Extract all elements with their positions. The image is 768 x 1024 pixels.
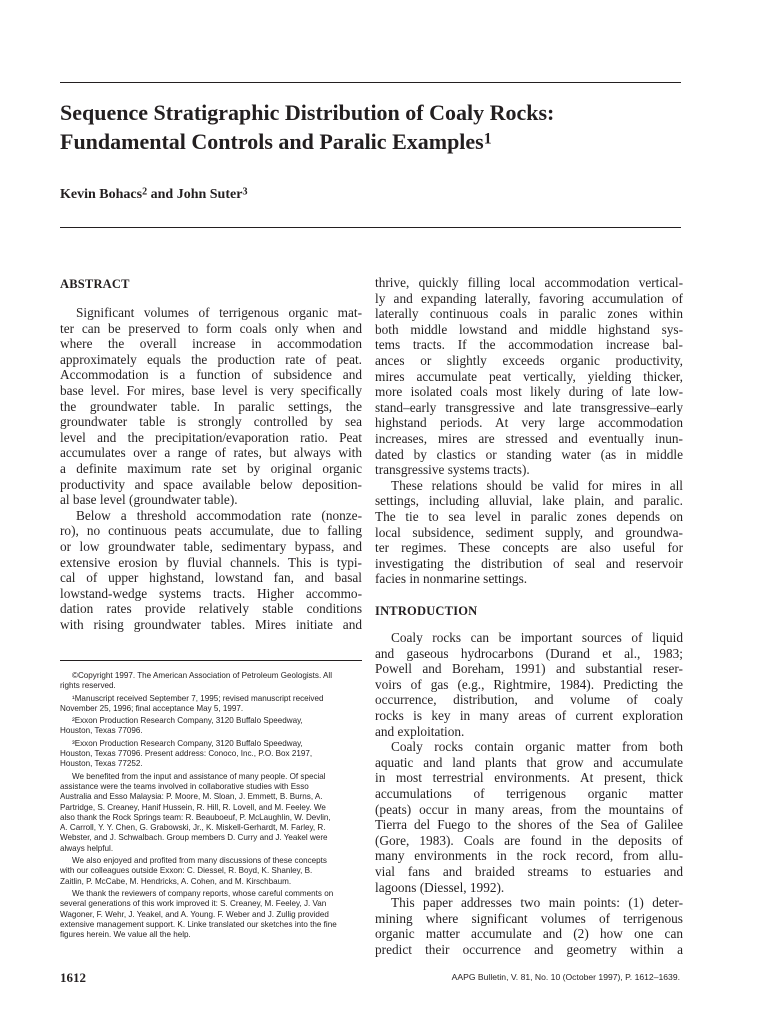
- text-line: ly and expanding laterally, favoring accumulation of: [375, 290, 683, 306]
- text-line: with rising groundwater tables. Mires initiate and: [60, 616, 362, 632]
- footnote-line: several generations of this work improved it: S. Creaney, M. Feeley, J. Van: [60, 899, 327, 909]
- title-line-1: Sequence Stratigraphic Distribution of Coaly Rocks:: [60, 100, 555, 125]
- text-line: productivity and space available below deposition-: [60, 476, 362, 492]
- text-line: Significant volumes of terrigenous organic mat-: [76, 305, 362, 320]
- footnote-line: We also enjoyed and profited from many discussions of these concepts: [72, 856, 327, 866]
- text-line: These relations should be valid for mires in all: [391, 477, 683, 493]
- footnote-line: Houston, Texas 77252.: [60, 759, 143, 769]
- text-line: vial fans and braided streams to estuaries and: [375, 863, 683, 879]
- title-footnote-mark: 1: [483, 130, 492, 148]
- author-2: John Suter: [176, 187, 243, 202]
- footnote-line: figures herein. We value all the help.: [60, 930, 191, 940]
- text-line: tems tracts. If the accommodation increase bal-: [375, 337, 683, 353]
- footnote-line: rights reserved.: [60, 681, 116, 691]
- footnote-line: Houston, Texas 77096. Present address: Conoco, Inc., P.O. Box 2197,: [60, 749, 313, 759]
- text-line: (peats) occur in many areas, from the mountains of: [375, 801, 683, 817]
- text-line: and exploitation.: [375, 723, 465, 739]
- title-line-2: [60, 127, 700, 156]
- copyright-note: [60, 671, 362, 692]
- text-line: where the overall increase in accommodation: [60, 336, 362, 352]
- title-line-2-text: Fundamental Controls and Paralic Examples: [60, 129, 484, 154]
- text-line: and gaseous hydrocarbons (Durand et al., 1983;: [375, 645, 683, 661]
- footnote-line: ³Exxon Production Research Company, 3120 Buffalo Speedway,: [72, 738, 303, 748]
- author-1-mark: 2: [142, 186, 148, 198]
- text-line: lowstand-wedge systems tracts. Higher accommo-: [60, 585, 362, 601]
- footnote-line: always helpful.: [60, 843, 114, 853]
- text-line: dation rates provide relatively stable conditions: [60, 601, 362, 617]
- abstract-continuation: [375, 275, 683, 587]
- text-line: mires accumulate peat vertically, yielding thicker,: [375, 368, 683, 384]
- footnote-line: ¹Manuscript received September 7, 1995; revised manuscript received: [72, 693, 324, 703]
- text-line: organic matter accumulate and (2) how one can: [375, 926, 683, 942]
- text-line: local subsidence, sediment supply, and groundwa-: [375, 524, 683, 540]
- abstract-text: [60, 305, 362, 632]
- text-line: Tierra del Fuego to the shores of the Sea of Galilee: [375, 817, 683, 833]
- text-line: a definite maximum rate set by original organic: [60, 460, 362, 476]
- text-line: voirs of gas (e.g., Rightmire, 1984). Predicting the: [375, 676, 683, 692]
- introduction-text: [375, 630, 683, 957]
- text-line: predict their occurrence and geometry within a: [375, 941, 683, 957]
- acknowledgment-3: [60, 889, 362, 940]
- footnote-line: also thank the Rock Springs team: R. Beauboeuf, P. McLaughlin, W. Devlin,: [60, 812, 331, 822]
- text-line: Accommodation is a function of subsidence and: [60, 367, 362, 383]
- author-1: Kevin Bohacs: [60, 187, 143, 202]
- text-line: cal of upper highstand, lowstand fan, and basal: [60, 570, 362, 586]
- text-line: facies in nonmarine settings.: [375, 571, 528, 587]
- footnote-rule: [60, 660, 362, 661]
- header-rule: [60, 227, 681, 228]
- journal-reference: AAPG Bulletin, V. 81, No. 10 (October 1997), P. 1612–1639.: [451, 972, 680, 982]
- paper-title: [60, 98, 700, 156]
- text-line: ter can be preserved to form coals only when and: [60, 320, 362, 336]
- text-line: extensive erosion by fluvial channels. This is typi-: [60, 554, 362, 570]
- text-line: al base level (groundwater table).: [60, 492, 238, 508]
- text-line: accumulates over a range of rates, but always with: [60, 445, 362, 461]
- acknowledgment-2: [60, 856, 362, 887]
- footnotes: [60, 671, 362, 942]
- text-line: laterally continuous coals in paralic zones within: [375, 306, 683, 322]
- text-line: ances or slightly exceeds organic productivity,: [375, 352, 683, 368]
- text-line: or low groundwater table, sedimentary bypass, and: [60, 538, 362, 554]
- footnote-line: Houston, Texas 77096.: [60, 726, 143, 736]
- footnote-line: November 25, 1996; final acceptance May 5, 1997.: [60, 703, 244, 713]
- footnote-line: We benefited from the input and assistance of many people. Of special: [72, 771, 326, 781]
- introduction-heading: INTRODUCTION: [375, 604, 478, 618]
- acknowledgment-1: [60, 772, 362, 854]
- author-2-mark: 3: [242, 186, 248, 198]
- text-line: groundwater table is strongly controlled by sea: [60, 414, 362, 430]
- text-line: aquatic and land plants that grow and accumulate: [375, 754, 683, 770]
- text-line: Powell and Boreham, 1991) and substantial reser-: [375, 661, 683, 677]
- text-line: (Gore, 1983). Coals are found in the deposits of: [375, 832, 683, 848]
- text-line: occurrence, distribution, and volume of coaly: [375, 692, 683, 708]
- text-line: Coaly rocks can be important sources of liquid: [391, 630, 683, 645]
- text-line: increases, mires are stressed and eventually inun-: [375, 430, 683, 446]
- abstract-heading: ABSTRACT: [60, 277, 130, 291]
- text-line: dated by clastics or standing water (as in middle: [375, 446, 683, 462]
- text-line: the groundwater table. In paralic settings, the: [60, 398, 362, 414]
- page-number: 1612: [60, 970, 86, 985]
- affiliation-note-2: [60, 716, 362, 737]
- manuscript-note: [60, 694, 362, 715]
- footnote-line: Wagoner, F. Wehr, J. Yeakel, and A. Young. F. Weber and J. Zullig provided: [60, 909, 329, 919]
- footnote-line: A. Carroll, Y. Y. Chen, G. Grabowski, Jr., K. Miskell-Gerhardt, M. Farley, R.: [60, 823, 326, 833]
- text-line: The tie to sea level in paralic zones depends on: [375, 508, 683, 524]
- text-line: in most terrestrial environments. At present, thick: [375, 770, 683, 786]
- footnote-line: Australia and Esso Malaysia: P. Moore, M. Sloan, J. Emmett, B. Burns, A.: [60, 792, 323, 802]
- footnote-line: Partridge, S. Creaney, Hanif Hussein, R. Hill, R. Lovell, and M. Feeley. We: [60, 802, 326, 812]
- footnote-line: ©Copyright 1997. The American Association of Petroleum Geologists. All: [72, 671, 333, 680]
- text-line: Coaly rocks contain organic matter from both: [391, 739, 683, 755]
- author-line: [60, 186, 247, 204]
- text-line: mining where significant volumes of terrigenous: [375, 910, 683, 926]
- footnote-line: extensive management support. K. Linke translated our sketches into the fine: [60, 919, 337, 929]
- top-rule: [60, 82, 681, 83]
- footnote-line: ²Exxon Production Research Company, 3120 Buffalo Speedway,: [72, 716, 303, 726]
- text-line: ro), no continuous peats accumulate, due to falling: [60, 523, 362, 539]
- text-line: accumulations of terrigenous organic matter: [375, 785, 683, 801]
- text-line: approximately equals the production rate of peat.: [60, 351, 362, 367]
- footnote-line: Webster, and J. Schwalbach. Group members D. Curry and J. Yeakel were: [60, 833, 328, 843]
- affiliation-note-3: [60, 739, 362, 770]
- text-line: level and the precipitation/evaporation ratio. Peat: [60, 429, 362, 445]
- text-line: rocks is key in many areas of current exploration: [375, 707, 683, 723]
- text-line: many environments in the rock record, from allu-: [375, 848, 683, 864]
- footnote-line: assistance were the teams involved in collaborative studies with Esso: [60, 781, 309, 791]
- author-joiner: and: [147, 187, 177, 202]
- footnote-line: Zaitlin, P. McCabe, M. Hendricks, A. Cohen, and M. Kirschbaum.: [60, 876, 292, 886]
- left-column: [60, 275, 362, 632]
- text-line: This paper addresses two main points: (1) deter-: [391, 895, 683, 911]
- text-line: lagoons (Diessel, 1992).: [375, 879, 505, 895]
- text-line: investigating the distribution of seal and reservoir: [375, 555, 683, 571]
- text-line: thrive, quickly filling local accommodation vertical-: [375, 275, 683, 290]
- text-line: both middle lowstand and middle highstand sys-: [375, 321, 683, 337]
- text-line: Below a threshold accommodation rate (nonze-: [76, 507, 362, 523]
- text-line: highstand periods. At very large accommodation: [375, 415, 683, 431]
- text-line: more isolated coals most likely during of late low-: [375, 384, 683, 400]
- text-line: settings, including alluvial, lake plain, and paralic.: [375, 493, 683, 509]
- footnote-line: We thank the reviewers of company reports, whose careful comments on: [72, 888, 334, 898]
- text-line: ter regimes. These concepts are also useful for: [375, 540, 683, 556]
- footnote-line: with our colleagues outside Exxon: C. Diessel, R. Boyd, K. Shanley, B.: [60, 866, 313, 876]
- text-line: transgressive systems tracts).: [375, 462, 530, 478]
- text-line: stand–early transgressive and late transgressive–early: [375, 399, 683, 415]
- text-line: base level. For mires, base level is very specifically: [60, 382, 362, 398]
